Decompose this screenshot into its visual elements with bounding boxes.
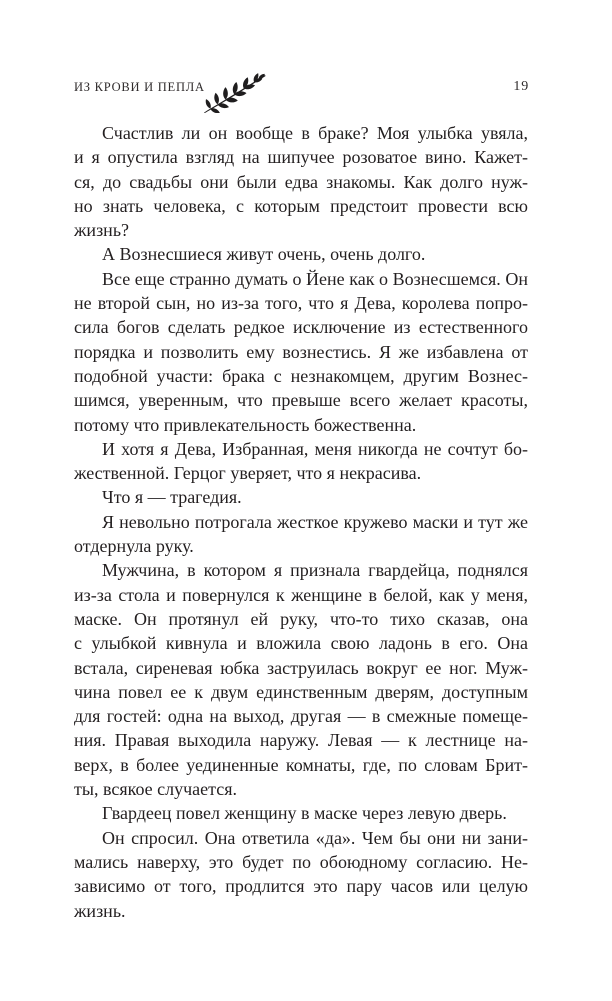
text-line: верх, в более уединенные комнаты, где, по словам Брит-: [74, 754, 528, 775]
text-line: Я невольно потрогала жесткое кружево маски и тут же: [102, 511, 528, 532]
paragraph: [74, 558, 528, 801]
text-line: жизнь.: [74, 900, 126, 921]
body-text: [74, 121, 528, 923]
text-line: для гостей: одна на выход, другая — в смежные помеще-: [74, 706, 528, 727]
text-line: чина повел ее к двум единственным дверям, доступным: [74, 681, 528, 702]
text-line: потому что привлекательность божественна.: [74, 414, 417, 435]
text-line: встала, сиреневая юбка заструилась вокруг ее ног. Муж-: [74, 657, 528, 678]
paragraph: [74, 510, 528, 559]
paragraph: [74, 826, 528, 923]
text-line: мались наверху, это будет по обоюдному согласию. Не-: [74, 851, 528, 872]
text-line: и я опустила взгляд на шипучее розоватое вино. Кажет-: [74, 147, 528, 168]
text-line: шимся, уверенным, что превыше всего желает красоты,: [74, 390, 528, 411]
paragraph: [74, 242, 528, 266]
text-line: ния. Правая выходила наружу. Левая — к лестнице на-: [74, 730, 528, 751]
laurel-branch-icon: [203, 71, 267, 113]
text-line: ты, всякое случается.: [74, 779, 238, 800]
text-line: маске. Он протянул ей руку, что-то тихо сказав, она: [74, 608, 528, 629]
text-line: жизнь?: [74, 220, 130, 241]
text-line: порядка и позволить ему вознестись. Я же избавлена от: [74, 341, 528, 362]
paragraph: [74, 437, 528, 486]
text-line: с улыбкой кивнула и вложила свою ладонь в его. Она: [74, 633, 528, 654]
text-line: зависимо от того, продлится это пару часов или целую: [74, 876, 528, 897]
paragraph: [74, 485, 528, 509]
text-line: Гвардеец повел женщину в маске через левую дверь.: [102, 803, 507, 824]
text-line: Мужчина, в котором я признала гвардейца, поднялся: [102, 560, 528, 581]
text-line: но знать человека, с которым предстоит провести всю: [74, 195, 528, 216]
text-line: ся, до свадьбы они были едва знакомы. Как долго нуж-: [74, 171, 528, 192]
running-head-title: ИЗ КРОВИ И ПЕПЛА: [74, 80, 205, 94]
text-line: Все еще странно думать о Йене как о Вознесшемся. Он: [102, 268, 528, 289]
paragraph: [74, 801, 528, 825]
text-line: отдернула руку.: [74, 536, 194, 557]
paragraph: [74, 267, 528, 437]
text-line: из-за стола и повернулся к женщине в белой, как у меня,: [74, 584, 528, 605]
text-line: Он спросил. Она ответила «да». Чем бы они ни зани-: [102, 827, 528, 848]
text-line: А Вознесшиеся живут очень, очень долго.: [102, 244, 426, 265]
text-line: сила богов сделать редкое исключение из естественного: [74, 317, 528, 338]
text-line: не второй сын, но из-за того, что я Дева, королева попро-: [74, 293, 528, 314]
text-line: И хотя я Дева, Избранная, меня никогда не сочтут бо-: [102, 438, 528, 459]
text-line: Что я — трагедия.: [102, 487, 242, 508]
text-line: подобной участи: брака с незнакомцем, другим Вознес-: [74, 365, 528, 386]
paragraph: [74, 121, 528, 242]
page-number: 19: [513, 79, 529, 94]
text-line: жественной. Герцог уверяет, что я некрасива.: [74, 463, 422, 484]
text-line: Счастлив ли он вообще в браке? Моя улыбка увяла,: [102, 123, 528, 143]
